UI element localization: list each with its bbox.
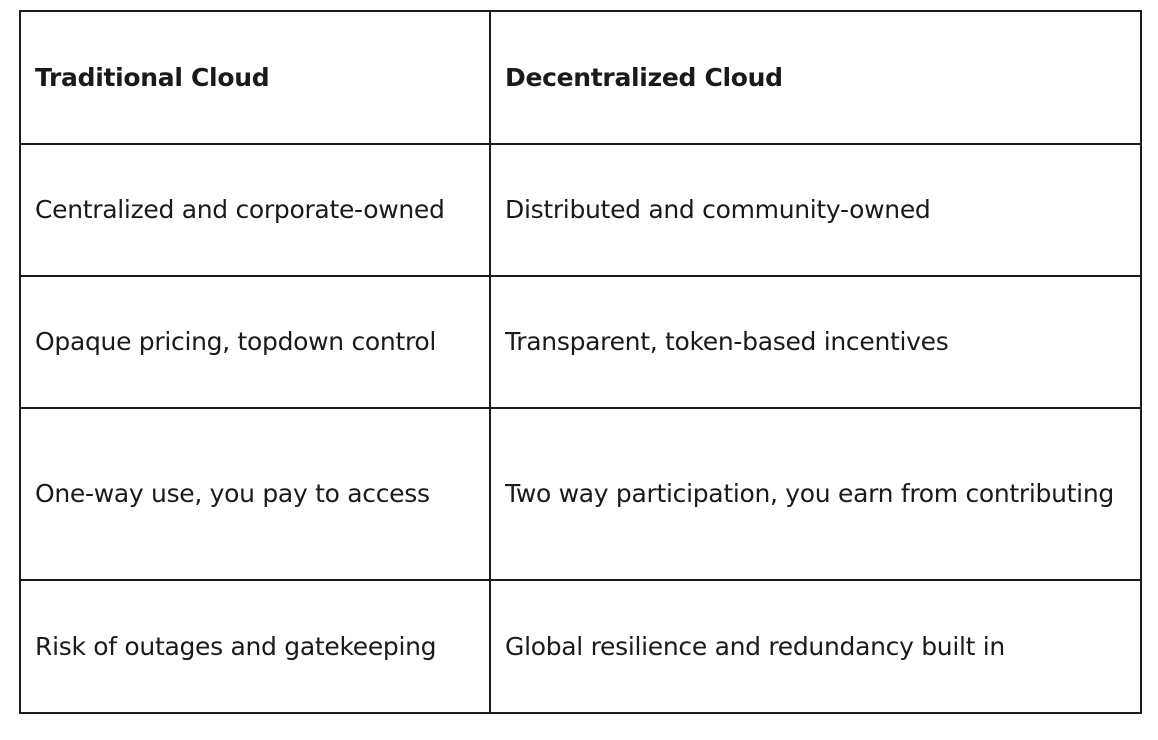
traditional-cell: One-way use, you pay to access [20,408,490,580]
table-header [20,11,1141,144]
header-row [20,11,1141,144]
table-body [20,144,1141,713]
decentralized-cell: Global resilience and redundancy built in [490,580,1141,713]
header-traditional-cloud: Traditional Cloud [20,11,490,144]
table-row [20,144,1141,276]
table-row [20,580,1141,713]
decentralized-cell: Transparent, token-based incentives [490,276,1141,408]
traditional-cell: Centralized and corporate-owned [20,144,490,276]
table-row [20,408,1141,580]
header-decentralized-cloud: Decentralized Cloud [490,11,1141,144]
comparison-table [19,10,1142,714]
decentralized-cell: Distributed and community-owned [490,144,1141,276]
decentralized-cell: Two way participation, you earn from contributing [490,408,1141,580]
traditional-cell: Risk of outages and gatekeeping [20,580,490,713]
table-row [20,276,1141,408]
traditional-cell: Opaque pricing, topdown control [20,276,490,408]
